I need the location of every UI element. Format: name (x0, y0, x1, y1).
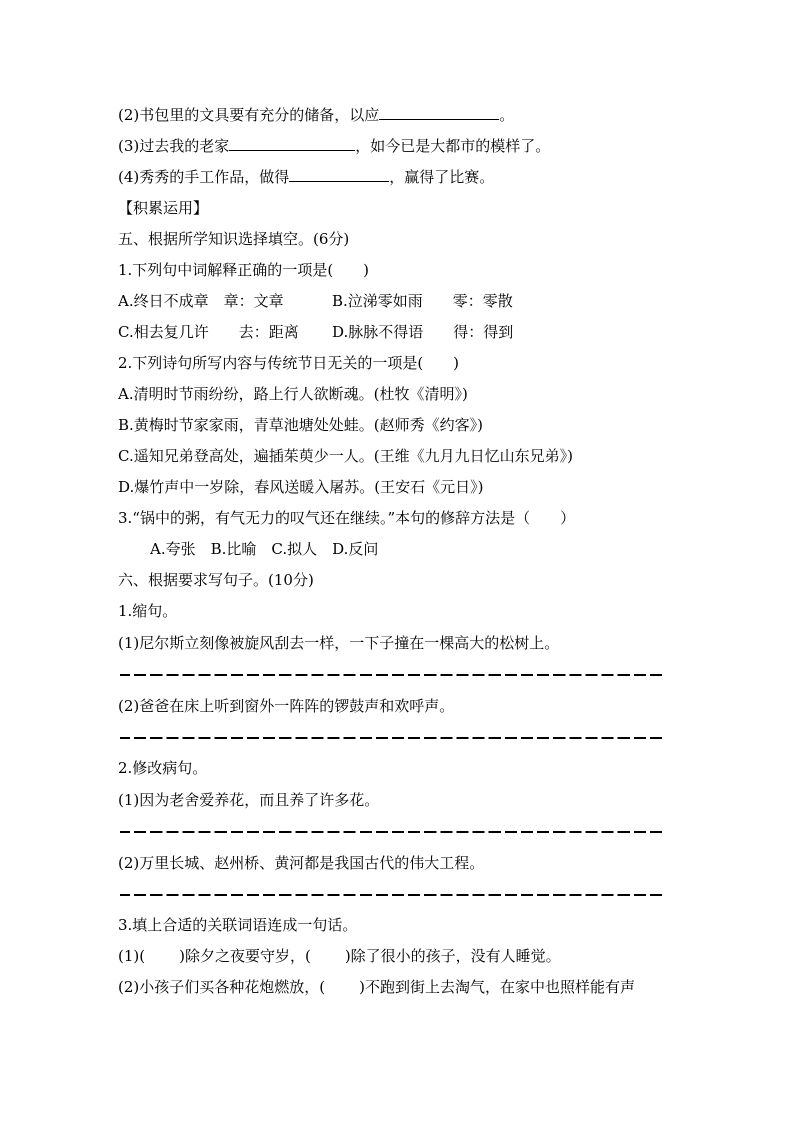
question-2: 2.下列诗句所写内容与传统节日无关的一项是( ) (118, 354, 460, 372)
item-1-1: (1)尼尔斯立刻像被旋风刮去一样，一下子撞在一棵高大的松树上。 (118, 634, 560, 652)
subsection-3: 3.填上合适的关联词语连成一句话。 (118, 916, 358, 934)
option-a[interactable]: A.清明时节雨纷纷，路上行人欲断魂。(杜牧《清明》) (118, 385, 468, 403)
option-a[interactable]: A.终日不成章 章：文章 (118, 292, 284, 310)
sentence-text: (2)书包里的文具要有充分的储备，以应 (118, 106, 380, 124)
subsection-2: 2.修改病句。 (118, 759, 208, 777)
sentence-text: )除夕之夜要守岁，( (179, 947, 311, 965)
item-2-2: (2)万里长城、赵州桥、黄河都是我国古代的伟大工程。 (118, 854, 485, 872)
answer-dash-line[interactable] (118, 816, 698, 847)
option-b[interactable]: B.黄梅时节家家雨，青草池塘处处蛙。(赵师秀《约客》) (118, 416, 483, 434)
option-c[interactable]: C.遥知兄弟登高处，遍插茱萸少一人。(王维《九月九日忆山东兄弟》) (118, 447, 573, 465)
sentence-text: (3)过去我的老家 (118, 137, 230, 155)
option-c[interactable]: C.相去复几许 去：距离 (118, 323, 299, 341)
worksheet-page (118, 100, 698, 1003)
section-tag: 【积累运用】 (118, 199, 209, 217)
option-b[interactable]: B.泣涕零如雨 零：零散 (332, 292, 513, 310)
sentence-text: (4)秀秀的手工作品，做得 (118, 168, 290, 186)
fill-line-3 (118, 131, 698, 162)
fill-line-2 (118, 100, 698, 131)
fill-line-4 (118, 162, 698, 193)
sentence-text: 。 (499, 106, 515, 124)
item-3-2 (118, 972, 698, 1003)
item-2-1: (1)因为老舍爱养花，而且养了许多花。 (118, 791, 380, 809)
answer-dash-line[interactable] (118, 722, 698, 753)
section-5-heading: 五、根据所学知识选择填空。(6分) (118, 230, 350, 248)
answer-dash-line[interactable] (118, 659, 698, 690)
sentence-text: (2)小孩子们买各种花炮燃放，( (118, 978, 326, 996)
sentence-text: )除了很小的孩子，没有人睡觉。 (344, 947, 561, 965)
answer-blank[interactable] (229, 134, 355, 151)
question-3: 3.“锅中的粥，有气无力的叹气还在继续。”本句的修辞方法是（ ） (118, 509, 576, 527)
item-3-1 (118, 941, 698, 972)
sentence-text: ，赢得了比赛。 (389, 168, 495, 186)
question-3-options[interactable]: A.夸张 B.比喻 C.拟人 D.反问 (150, 540, 379, 558)
answer-blank[interactable] (379, 103, 499, 120)
subsection-1: 1.缩句。 (118, 602, 178, 620)
sentence-text: )不跑到街上去淘气，在家中也照样能有声 (359, 978, 635, 996)
question-1-options-cd (118, 317, 698, 348)
item-1-2: (2)爸爸在床上听到窗外一阵阵的锣鼓声和欢呼声。 (118, 697, 455, 715)
section-6-heading: 六、根据要求写句子。(10分) (118, 571, 314, 589)
option-d[interactable]: D.爆竹声中一岁除，春风送暖入屠苏。(王安石《元日》) (118, 478, 484, 496)
question-1-options-ab (118, 286, 698, 317)
answer-dash-line[interactable] (118, 879, 698, 910)
sentence-text: ，如今已是大都市的模样了。 (355, 137, 551, 155)
question-1: 1.下列句中词解释正确的一项是( ) (118, 261, 370, 279)
answer-blank[interactable] (289, 165, 389, 182)
sentence-text: (1)( (118, 947, 146, 965)
option-d[interactable]: D.脉脉不得语 得：得到 (332, 323, 514, 341)
